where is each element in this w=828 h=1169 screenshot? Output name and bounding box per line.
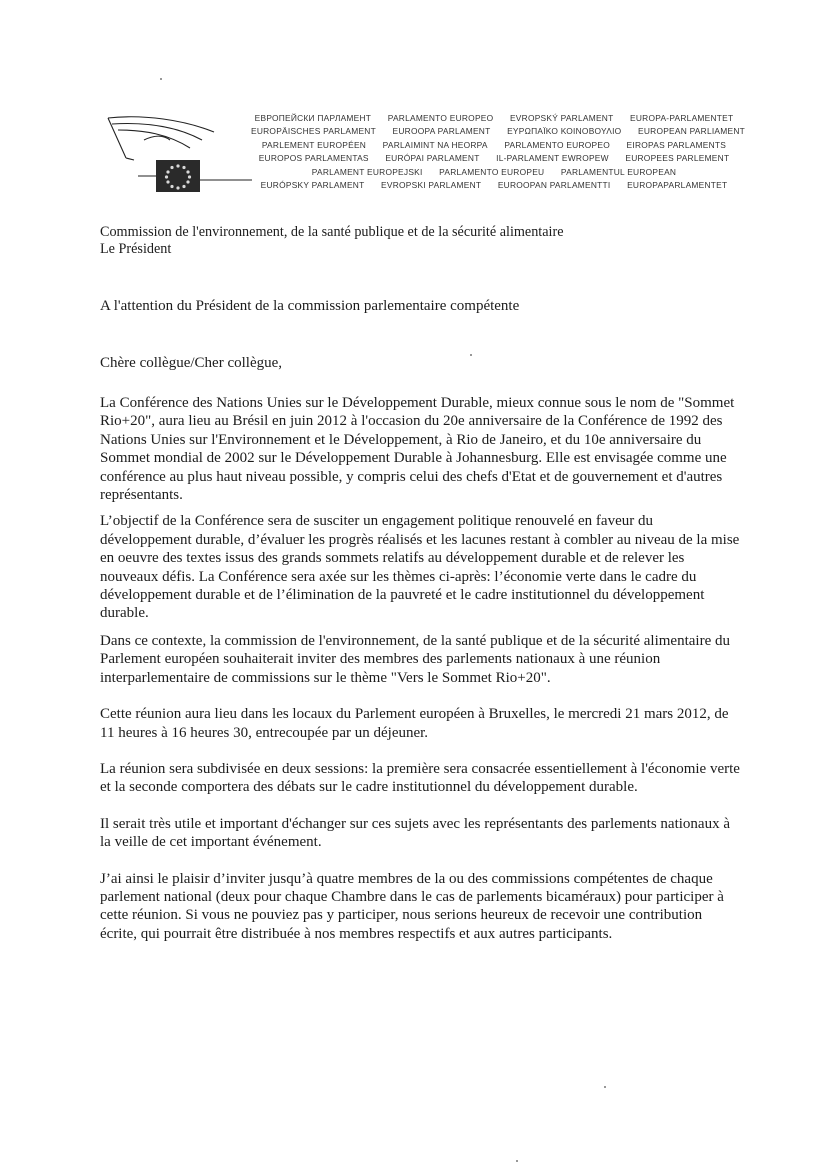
parliament-names-line: EURÓPSKY PARLAMENT EVROPSKI PARLAMENT EUROOPAN PARLAMENTTI EUROPAPARLAMENTET: [260, 179, 728, 190]
parliament-names-line: ЕВРОПЕЙСКИ ПАРЛАМЕНТ PARLAMENTO EUROPEO EVROPSKÝ PARLAMENT EUROPA-PARLAMENTET: [254, 113, 734, 123]
body-paragraph: J’ai ainsi le plaisir d’inviter jusqu’à quatre membres de la ou des commissions compétentes de chaque parlement national (deux pour chaque Chambre dans le cas de parlements bicaméraux) pour participer à cette réunion. Si vous ne pouviez pas y participer, nous serions heureux de recevoir une contribution écrite, qui pourrait être distribuée à nos membres respectifs et aux autres participants.: [100, 870, 724, 942]
salutation: Chère collègue/Cher collègue,: [100, 355, 283, 371]
scan-speck: [604, 1086, 606, 1088]
committee-role: Le Président: [100, 241, 172, 257]
attention-line: A l'attention du Président de la commission parlementaire compétente: [100, 298, 520, 314]
body-paragraph: L’objectif de la Conférence sera de susciter un engagement politique renouvelé en faveur du développement durable, d’évaluer les progrès réalisés et les lacunes restant à combler au niveau de la mise en oeuvre des textes issus des grands sommets relatifs au développement durable et de relever les nouveaux défis. La Conférence sera axée sur les thèmes ci-après: l’économie verte dans le cadre du développement durable et de l’élimination de la pauvreté et le cadre institutionnel du développement durable.: [100, 513, 740, 622]
parliament-names-block: [244, 112, 744, 192]
parliament-names-line: PARLEMENT EUROPÉEN PARLAIMINT NA HEORPA PARLAMENTO EUROPEO EIROPAS PARLAMENTS: [261, 139, 727, 150]
parliament-names-line: EUROPOS PARLAMENTAS EURÓPAI PARLAMENT IL-PARLAMENT EWROPEW EUROPEES PARLEMENT: [258, 153, 730, 164]
body-paragraph: La Conférence des Nations Unies sur le Développement Durable, mieux connue sous le nom de "Sommet Rio+20", aura lieu au Brésil en juin 2012 à l'occasion du 20e anniversaire de la Conférence de 1992 des Nations Unies sur l'Environnement et le Développement, à Rio de Janeiro, et du 10e anniversaire du Sommet mondial de 2002 sur le Développement Durable à Johannesburg. Elle est envisagée comme une conférence au plus haut niveau possible, y compris celui des chefs d'Etat et de gouvernement et d'autres représentants.: [100, 395, 735, 504]
body-paragraph: Il serait très utile et important d'échanger sur ces sujets avec les représentants des parlements nationaux à la veille de cet important événement.: [100, 815, 730, 851]
scan-speck: [516, 1160, 518, 1162]
scan-speck: [470, 354, 472, 356]
body-paragraph: La réunion sera subdivisée en deux sessions: la première sera consacrée essentiellement à l'économie verte et la seconde comportera des débats sur le cadre institutionnel du développement durable.: [100, 760, 740, 796]
european-parliament-logo: [104, 110, 254, 200]
committee-name: Commission de l'environnement, de la santé publique et de la sécurité alimentaire: [100, 224, 564, 240]
committee-heading: [100, 224, 564, 258]
body-paragraph: Dans ce contexte, la commission de l'environnement, de la santé publique et de la sécurité alimentaire du Parlement européen souhaiterait inviter des membres des parlements nationaux à une réunion interparlementaire de commissions sur le thème "Vers le Sommet Rio+20".: [100, 632, 730, 686]
scan-speck: [160, 78, 162, 80]
letter-body: [100, 394, 740, 943]
parliament-names-line: PARLAMENT EUROPEJSKI PARLAMENTO EUROPEU PARLAMENTUL EUROPEAN: [311, 166, 677, 177]
body-paragraph: Cette réunion aura lieu dans les locaux du Parlement européen à Bruxelles, le mercredi 21 mars 2012, de 11 heures à 16 heures 30, entrecoupée par un déjeuner.: [100, 706, 729, 741]
parliament-names-line: EUROPÄISCHES PARLAMENT EUROOPA PARLAMENT ΕΥΡΩΠΑΪΚΟ ΚΟΙΝΟΒΟΥΛΙΟ EUROPEAN PARLIAMENT: [251, 126, 745, 137]
